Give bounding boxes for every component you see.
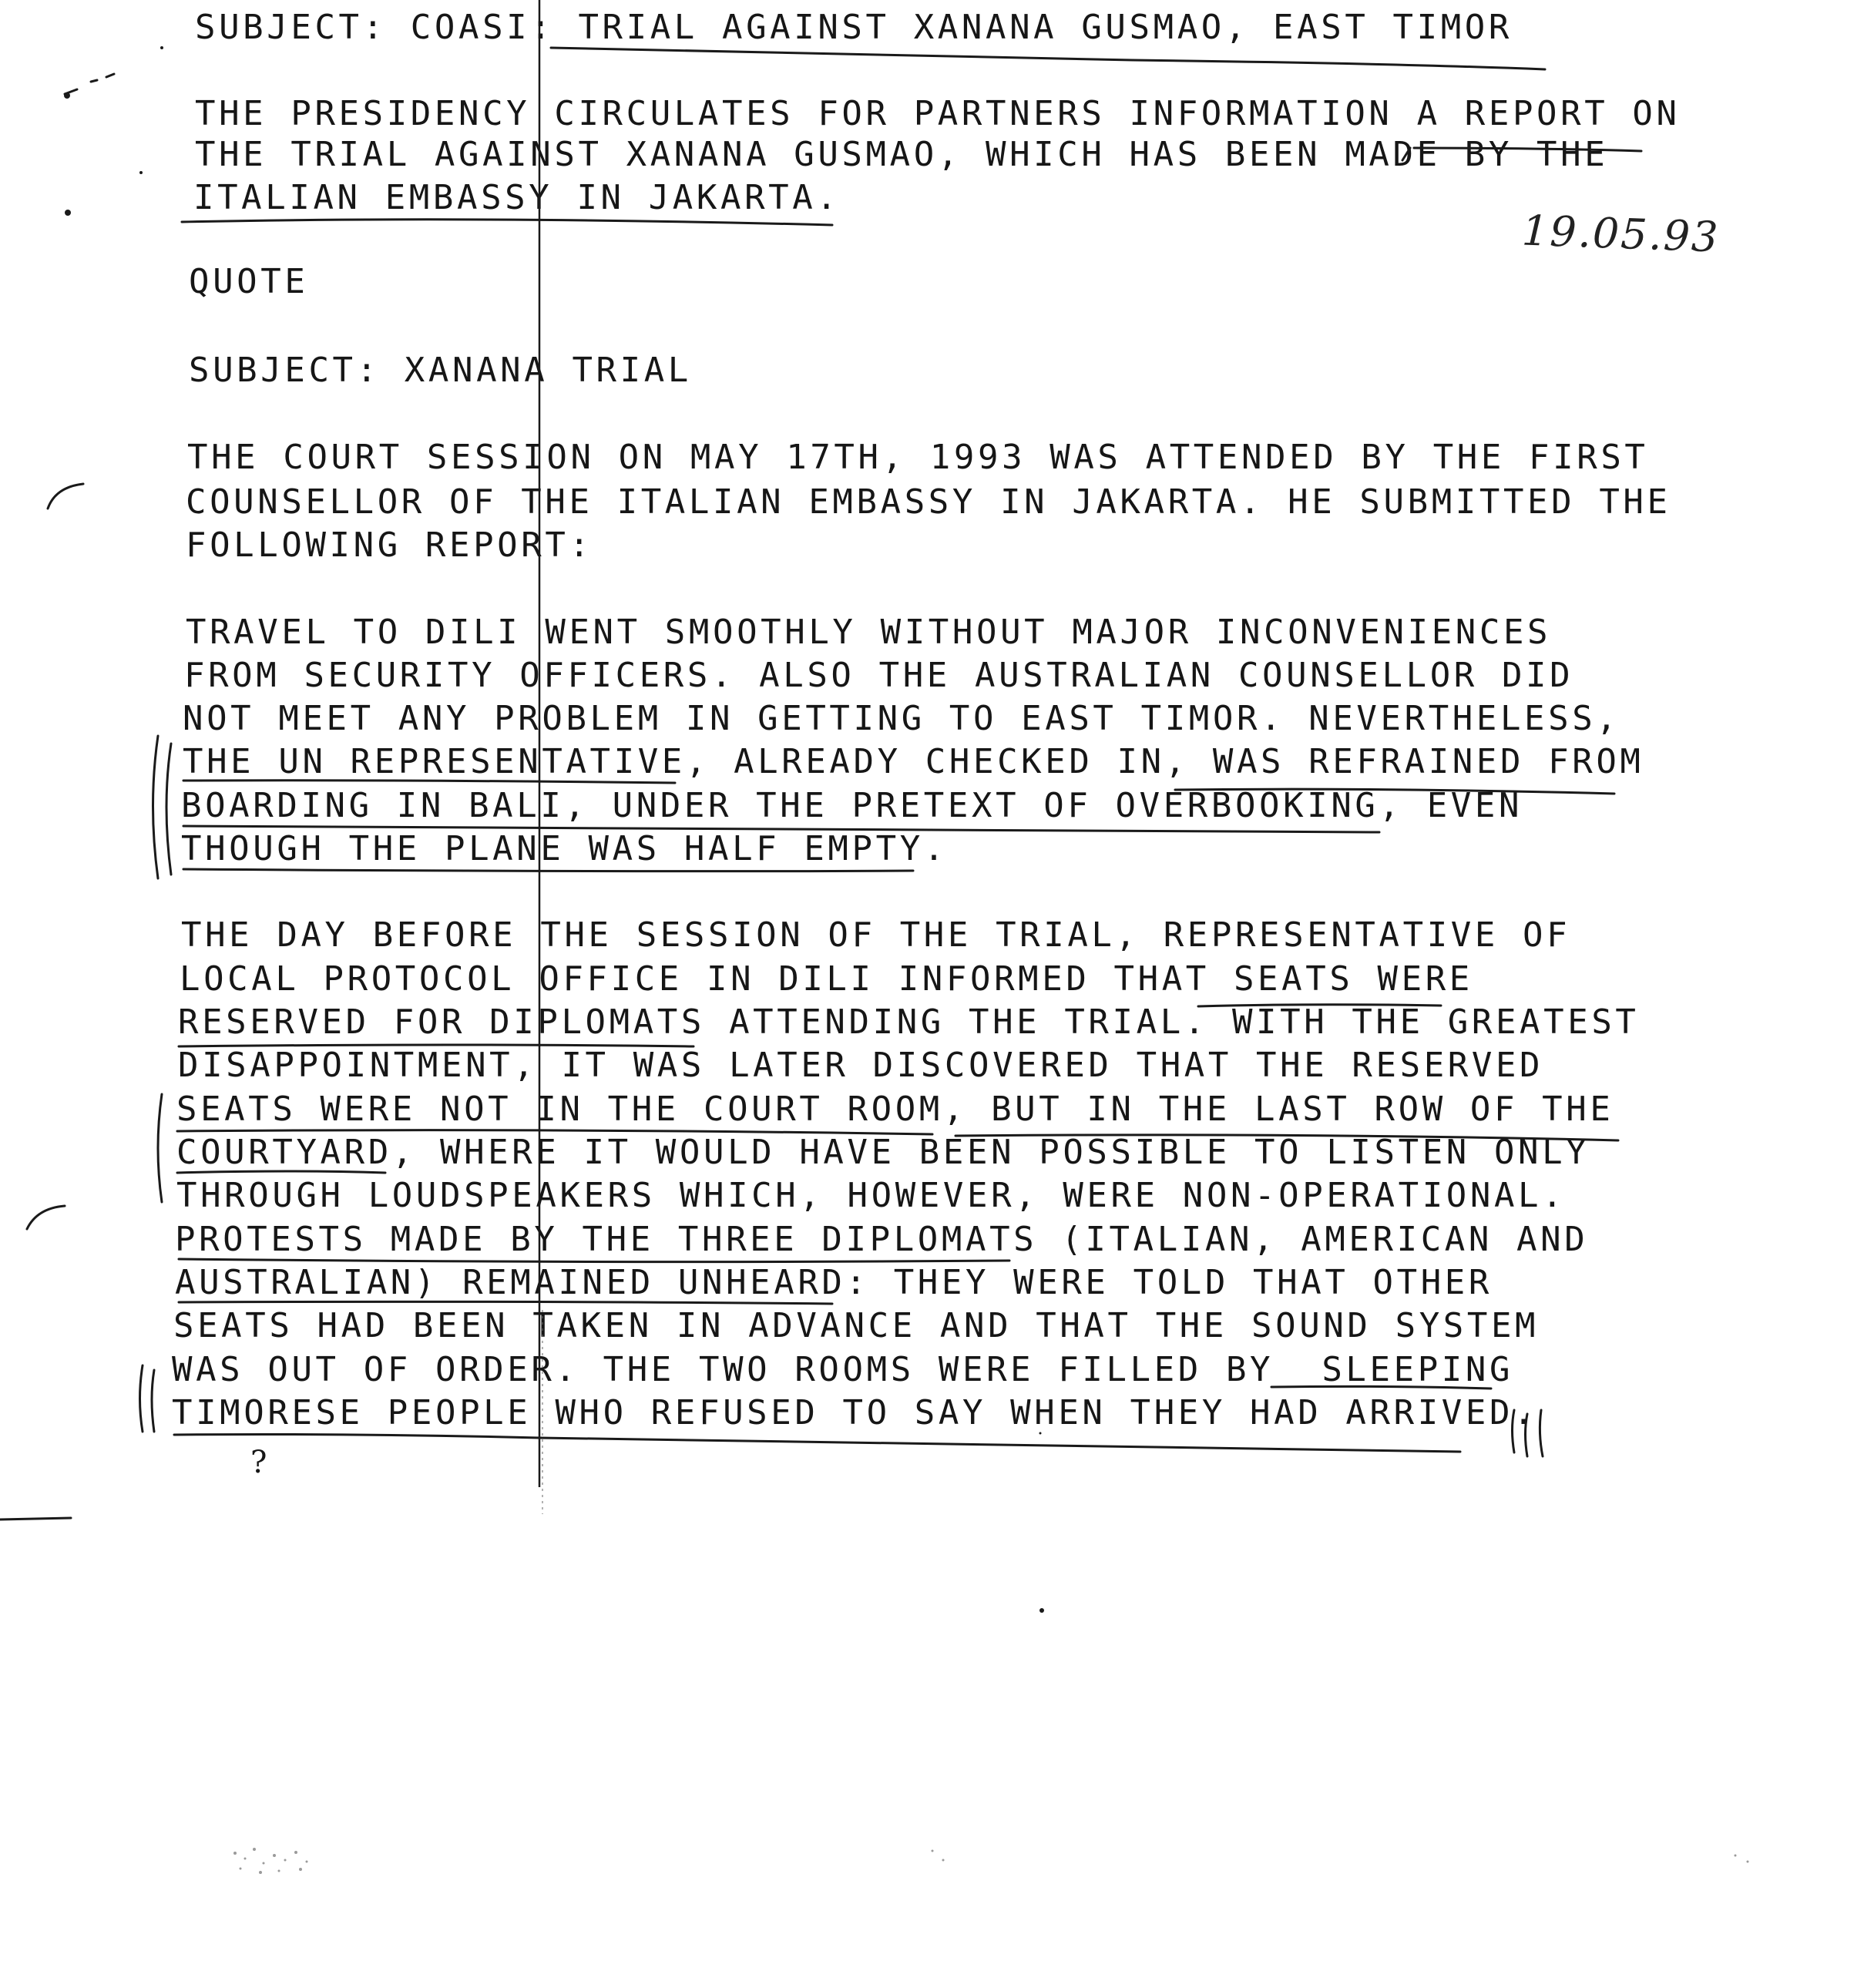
intro-line-3: ITALIAN EMBASSY IN JAKARTA. xyxy=(193,178,841,217)
intro-line-1: THE PRESIDENCY CIRCULATES FOR PARTNERS INFORMATION A REPORT ON xyxy=(195,94,1681,133)
para3-line-12: TIMORESE PEOPLE WHO REFUSED TO SAY WHEN THEY HAD ARRIVED. xyxy=(172,1393,1538,1432)
handwritten-date: 19.05.93 xyxy=(1520,206,1721,262)
left-edge-rule xyxy=(0,1518,71,1520)
margin-bracket-left-2 xyxy=(166,744,171,875)
para3-line-3: RESERVED FOR DIPLOMATS ATTENDING THE TRIAL. WITH THE GREATEST xyxy=(178,1002,1640,1042)
underline-timorese-people xyxy=(174,1435,1460,1452)
para2-line-6: THOUGH THE PLANE WAS HALF EMPTY. xyxy=(181,829,948,868)
scan-noise xyxy=(233,1848,1749,1874)
para2-line-4: THE UN REPRESENTATIVE, ALREADY CHECKED IN, WAS REFRAINED FROM xyxy=(183,742,1644,781)
margin-bracket-left-5 xyxy=(152,1370,154,1432)
para3-line-4: DISAPPOINTMENT, IT WAS LATER DISCOVERED THAT THE RESERVED xyxy=(178,1046,1544,1085)
para2-line-2: FROM SECURITY OFFICERS. ALSO THE AUSTRALIAN COUNSELLOR DID xyxy=(184,656,1574,695)
quote-label: QUOTE xyxy=(189,262,309,301)
stray-dashes xyxy=(65,74,114,94)
para3-line-2: LOCAL PROTOCOL OFFICE IN DILI INFORMED THAT SEATS WERE xyxy=(180,959,1473,999)
margin-question-mark: ? xyxy=(250,1445,271,1480)
underline-half-empty xyxy=(183,869,913,871)
para1-line-3: FOLLOWING REPORT: xyxy=(186,526,593,565)
margin-bracket-left-1 xyxy=(153,736,159,878)
underline-subject xyxy=(551,48,1545,69)
subject-xanana-trial: SUBJECT: XANANA TRIAL xyxy=(189,351,692,390)
para3-line-9: AUSTRALIAN) REMAINED UNHEARD: THEY WERE TOLD THAT OTHER xyxy=(175,1263,1493,1302)
para3-line-7: THROUGH LOUDSPEAKERS WHICH, HOWEVER, WERE NON-OPERATIONAL. xyxy=(176,1176,1567,1215)
para3-line-6: COURTYARD, WHERE IT WOULD HAVE BEEN POSSIBLE TO LISTEN ONLY xyxy=(176,1133,1590,1172)
para3-line-10: SEATS HAD BEEN TAKEN IN ADVANCE AND THAT THE SOUND SYSTEM xyxy=(173,1306,1540,1345)
para2-line-5: BOARDING IN BALI, UNDER THE PRETEXT OF OVERBOOKING, EVEN xyxy=(181,786,1523,825)
underline-italian-embassy xyxy=(182,220,832,225)
punch-arc-1 xyxy=(48,484,83,509)
para3-line-8: PROTESTS MADE BY THE THREE DIPLOMATS (ITALIAN, AMERICAN AND xyxy=(175,1220,1589,1259)
para1-line-2: COUNSELLOR OF THE ITALIAN EMBASSY IN JAKARTA. HE SUBMITTED THE xyxy=(186,482,1671,522)
subject-line: SUBJECT: COASI: TRIAL AGAINST XANANA GUSMAO, EAST TIMOR xyxy=(195,8,1513,47)
margin-bracket-right-3 xyxy=(1540,1410,1543,1456)
para2-line-1: TRAVEL TO DILI WENT SMOOTHLY WITHOUT MAJOR INCONVENIENCES xyxy=(186,613,1552,652)
para3-line-5: SEATS WERE NOT IN THE COURT ROOM, BUT IN THE LAST ROW OF THE xyxy=(176,1090,1614,1129)
para1-line-1: THE COURT SESSION ON MAY 17TH, 1993 WAS ATTENDED BY THE FIRST xyxy=(187,438,1649,477)
para2-line-3: NOT MEET ANY PROBLEM IN GETTING TO EAST TIMOR. NEVERTHELESS, xyxy=(183,699,1620,738)
punch-arc-2 xyxy=(27,1206,65,1229)
para3-line-1: THE DAY BEFORE THE SESSION OF THE TRIAL, REPRESENTATIVE OF xyxy=(181,915,1571,955)
margin-bracket-left-3 xyxy=(158,1094,162,1202)
margin-bracket-left-4 xyxy=(140,1365,143,1432)
para3-line-11: WAS OUT OF ORDER. THE TWO ROOMS WERE FILLED BY SLEEPING xyxy=(172,1350,1514,1389)
scan-artifacts xyxy=(0,74,114,1520)
intro-line-2: THE TRIAL AGAINST XANANA GUSMAO, WHICH HAS BEEN MADE BY THE xyxy=(195,135,1609,174)
